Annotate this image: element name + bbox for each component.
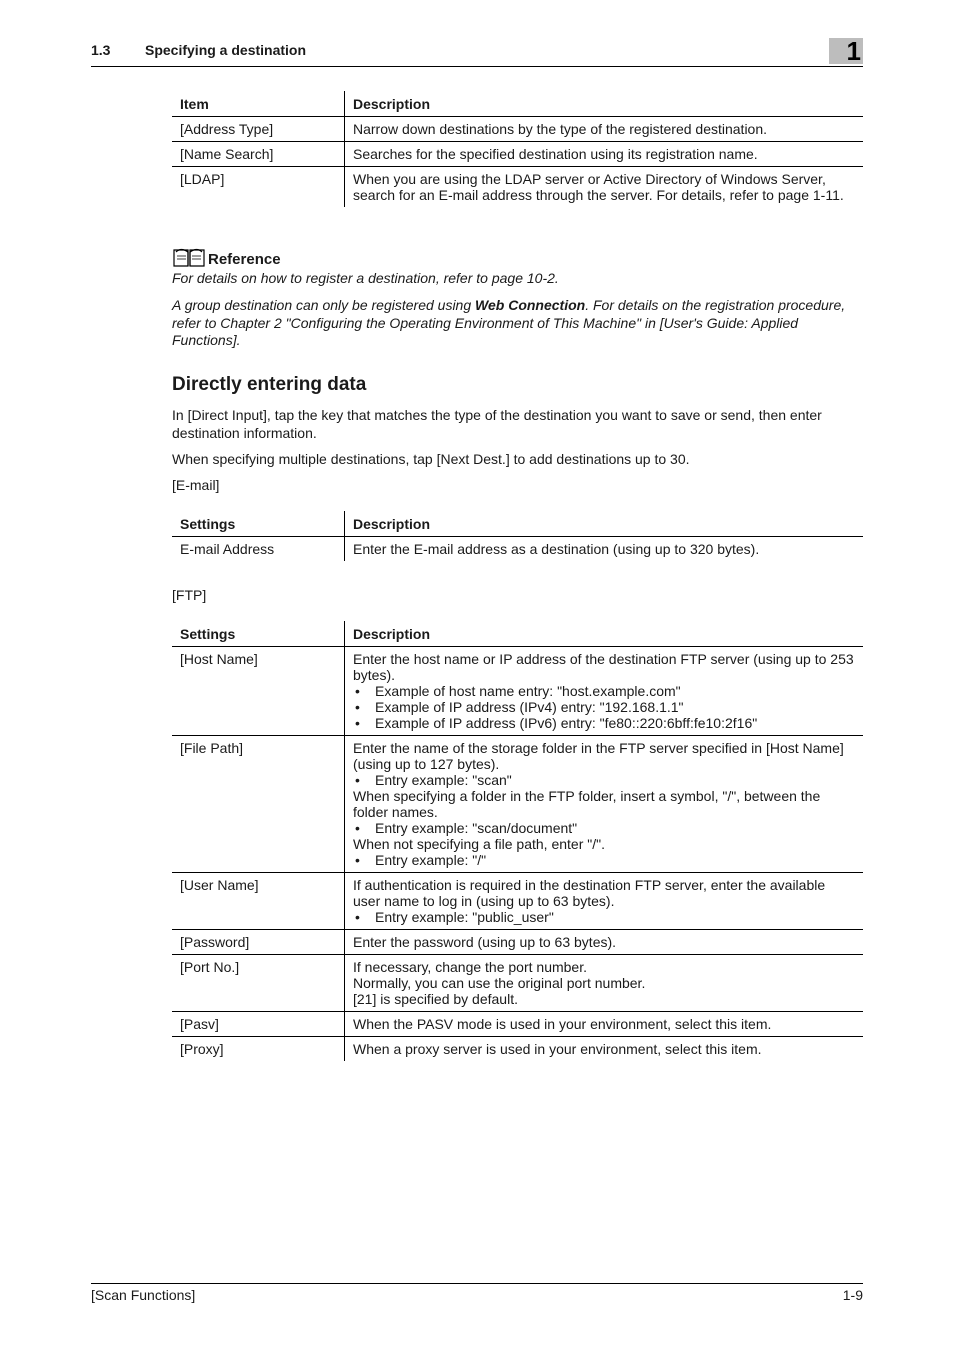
column-header: Description	[345, 621, 864, 647]
table-row	[172, 1037, 863, 1062]
section-number: 1.3	[91, 42, 111, 58]
column-header: Item	[172, 91, 345, 117]
table-row	[172, 1012, 863, 1037]
table-cell	[345, 647, 864, 736]
bullet-list	[353, 683, 855, 731]
table-cell: When the PASV mode is used in your environment, select this item.	[345, 1012, 864, 1037]
cell-text: Enter the name of the storage folder in the FTP server specified in [Host Name] (using up to 127 bytes).	[353, 740, 844, 772]
table-cell: Searches for the specified destination using its registration name.	[345, 142, 864, 167]
list-item: • Entry example: "/"	[353, 852, 855, 868]
page-number: 1-9	[842, 1287, 863, 1303]
reference-title: Reference	[208, 251, 281, 268]
table-row	[172, 117, 863, 142]
table-cell: Narrow down destinations by the type of the registered destination.	[345, 117, 864, 142]
section-title: Specifying a destination	[145, 42, 307, 58]
table-row	[172, 955, 863, 1012]
column-header: Description	[345, 511, 864, 537]
reference-text-part: . For details on the registration procedure, refer to Chapter 2 "Configuring the Operating Environment of This Machine" in [User's Guide: Applied Functions].	[172, 297, 846, 348]
page-header	[91, 36, 863, 67]
table-row	[172, 167, 863, 208]
table-row	[172, 736, 863, 873]
email-label: [E-mail]	[172, 477, 220, 493]
ftp-settings-table	[172, 621, 863, 1061]
open-book-icon	[172, 244, 206, 268]
table-cell	[345, 736, 864, 873]
cell-text: When specifying a folder in the FTP folder, insert a symbol, "/", between the folder names.	[353, 788, 821, 820]
bullet-list	[353, 772, 855, 788]
page-footer	[91, 1283, 863, 1304]
table-cell: E-mail Address	[172, 537, 345, 562]
table-cell	[345, 873, 864, 930]
bullet-list	[353, 820, 855, 836]
cell-text: Normally, you can use the original port number.	[353, 975, 646, 991]
list-item: • Entry example: "scan/document"	[353, 820, 855, 836]
column-header: Settings	[172, 511, 345, 537]
table-cell: [Password]	[172, 930, 345, 955]
table-cell: When a proxy server is used in your environment, select this item.	[353, 1041, 762, 1057]
cell-text: When not specifying a file path, enter "/".	[353, 836, 605, 852]
table-cell: [Proxy]	[172, 1037, 345, 1062]
table-header-row	[172, 621, 863, 647]
list-item: • Example of IP address (IPv4) entry: "192.168.1.1"	[353, 699, 855, 715]
chapter-number: 1	[846, 36, 861, 66]
footer-manual-title: [Scan Functions]	[91, 1287, 196, 1303]
cell-text: Enter the host name or IP address of the destination FTP server (using up to 253 bytes).	[353, 651, 854, 683]
list-item: • Entry example: "scan"	[353, 772, 855, 788]
table-row	[172, 647, 863, 736]
section-heading: Directly entering data	[172, 374, 367, 395]
item-table	[172, 91, 863, 207]
web-connection-term: Web Connection	[475, 297, 586, 313]
reference-text	[172, 297, 863, 350]
table-header-row	[172, 91, 863, 117]
column-header: Settings	[172, 621, 345, 647]
reference-text-part: A group destination can only be registered using	[172, 297, 476, 313]
body-paragraph: In [Direct Input], tap the key that matches the type of the destination you want to save or send, then enter destination information.	[172, 407, 822, 441]
table-header-row	[172, 511, 863, 537]
table-row	[172, 537, 863, 562]
ftp-label: [FTP]	[172, 587, 207, 603]
bullet-list	[353, 909, 855, 925]
table-row	[172, 142, 863, 167]
list-item: • Example of host name entry: "host.example.com"	[353, 683, 855, 699]
reference-text: For details on how to register a destination, refer to page 10-2.	[172, 270, 559, 286]
table-cell: [Host Name]	[172, 647, 345, 736]
table-cell: Enter the password (using up to 63 bytes).	[345, 930, 864, 955]
table-cell: When you are using the LDAP server or Active Directory of Windows Server, search for an E-mail address through the server. For details, refer to page 1-11.	[353, 171, 844, 203]
cell-text: If authentication is required in the destination FTP server, enter the available user name to log in (using up to 63 bytes).	[353, 877, 826, 909]
column-header: Description	[345, 91, 864, 117]
table-cell	[345, 955, 864, 1012]
cell-text: If necessary, change the port number.	[353, 959, 587, 975]
table-row	[172, 930, 863, 955]
table-cell: [Address Type]	[172, 117, 345, 142]
table-cell: [LDAP]	[172, 167, 345, 208]
email-table-container	[172, 511, 863, 561]
table-cell: [Pasv]	[172, 1012, 345, 1037]
table-row	[172, 873, 863, 930]
table-cell: [Port No.]	[172, 955, 345, 1012]
item-table-container	[172, 91, 863, 207]
table-cell: Enter the E-mail address as a destination (using up to 320 bytes).	[353, 541, 760, 557]
bullet-list	[353, 852, 855, 868]
ftp-table-container	[172, 621, 863, 1061]
list-item: • Example of IP address (IPv6) entry: "fe80::220:6bff:fe10:2f16"	[353, 715, 855, 731]
table-cell: [Name Search]	[172, 142, 345, 167]
list-item: • Entry example: "public_user"	[353, 909, 855, 925]
email-settings-table	[172, 511, 863, 561]
body-paragraph: When specifying multiple destinations, tap [Next Dest.] to add destinations up to 30.	[172, 451, 690, 467]
table-cell: [User Name]	[172, 873, 345, 930]
cell-text: [21] is specified by default.	[353, 991, 518, 1007]
table-cell: [File Path]	[172, 736, 345, 873]
